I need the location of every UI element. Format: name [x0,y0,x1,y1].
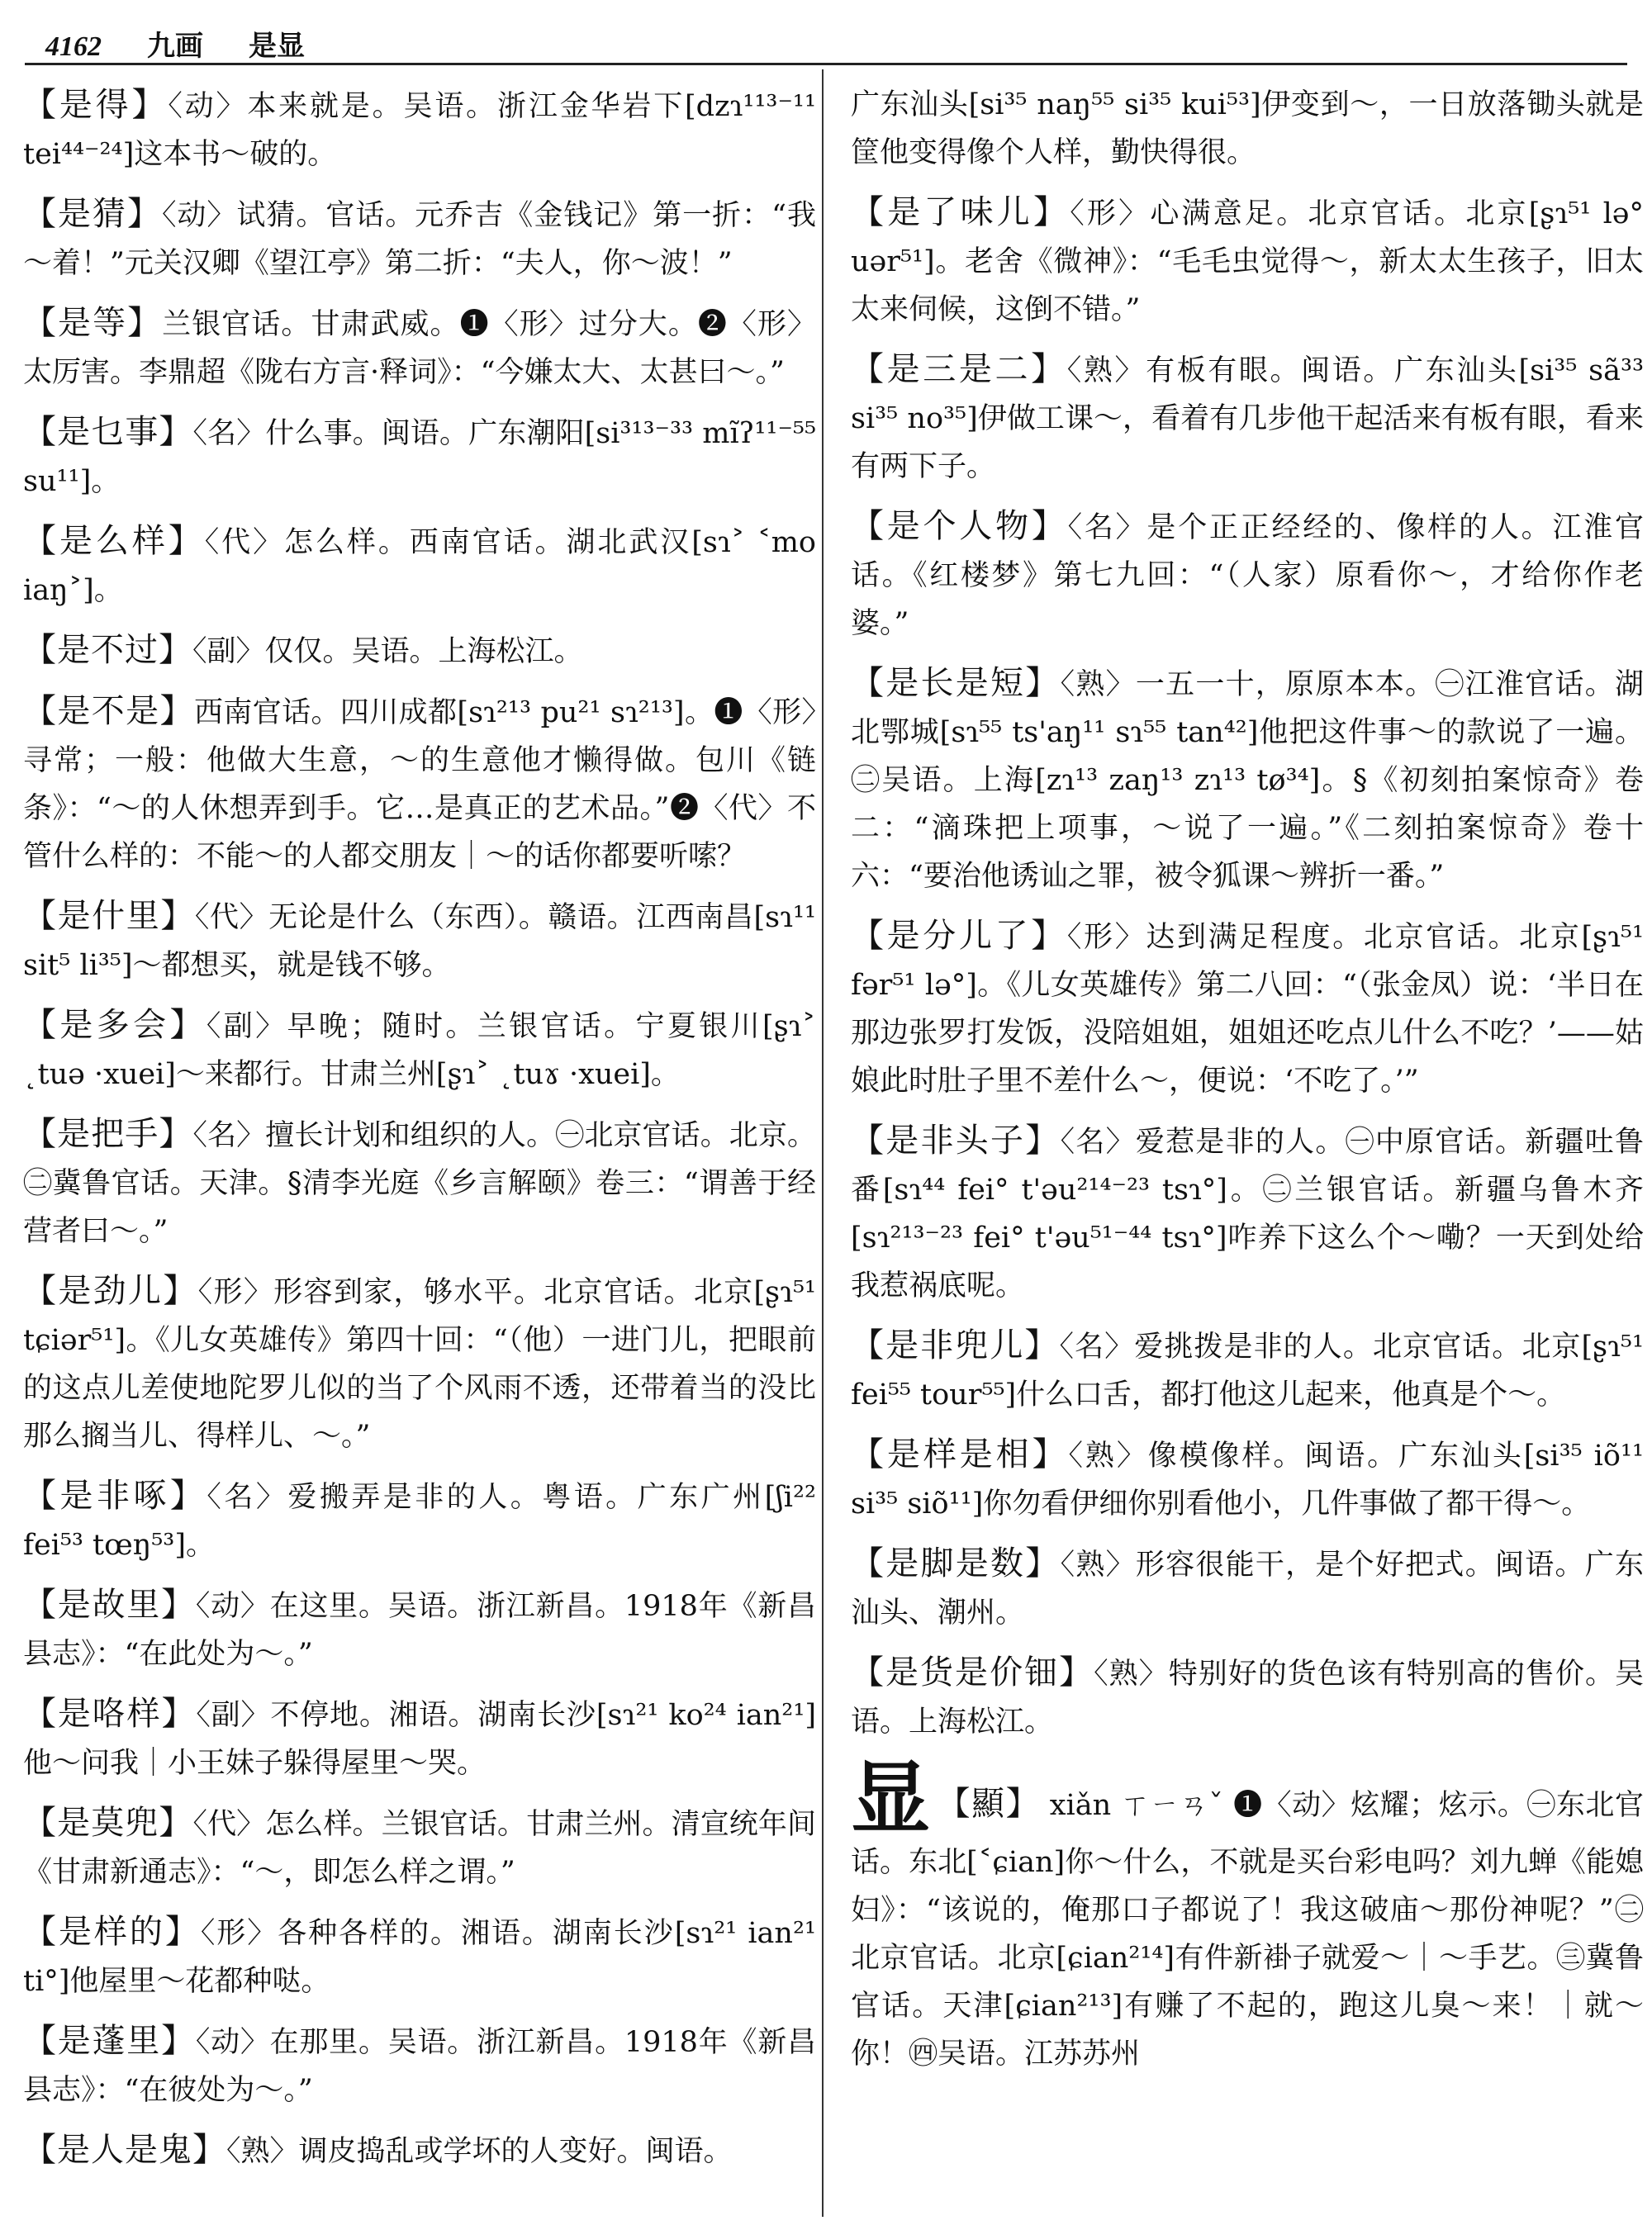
dictionary-entry [23,1799,816,1896]
entry-definition: 〈代〉怎么样。西南官话。湖北武汉[sɿ˃ ˂mo iaŋ˃]。 [23,526,816,607]
dictionary-entry [23,81,816,178]
right-entries [851,81,1644,1746]
dictionary-entry [23,687,816,880]
entry-headword: 【是非兜儿】 [851,1326,1060,1364]
entry-headword: 【是猜】 [23,195,162,233]
dictionary-entry [23,1110,816,1255]
xian-definition: ❶〈动〉炫耀；炫示。㊀东北官话。东北[˂ɕian]你～什么，不就是买台彩电吗？刘九蝉《能媳妇》：“该说的，俺那口子都说了！我这破庙～那份神呢？”㊁北京官话。北京[ɕian²¹⁴]有件新褂子就爱～｜～手艺。㊂冀鲁官话。天津[ɕian²¹³]有赚了不起的，跑这儿臭～来！｜就～你！㊃吴语。江苏苏州 [851,1789,1644,2071]
xian-traditional: 【顯】 [937,1785,1041,1823]
dictionary-entry [23,1908,816,2005]
dictionary-entry [23,1690,816,1787]
dictionary-entry [851,912,1644,1105]
entry-definition: 〈代〉无论是什么（东西）。赣语。江西南昌[sɿ¹¹ sit⁵ li³⁵]～都想买，就是钱不够。 [23,901,817,982]
entry-headword: 【是等】 [23,304,163,342]
entry-definition: 〈熟〉一五一十，原原本本。㊀江淮官话。湖北鄂城[sɿ⁵⁵ ts'aŋ¹¹ sɿ⁵⁵ tan⁴²]他把这件事～的款说了一遍。㊁吴语。上海[zɿ¹³ zaŋ¹³ zɿ¹³ tø³⁴]。§《初刻拍案惊奇》卷二：“滴珠把上项事，～说了一遍。”《二刻拍案惊奇》卷十六：“要治他诱讪之罪，被令狐课～辨折一番。” [851,668,1644,893]
dictionary-entry [23,190,816,287]
entry-headword: 【是分儿了】 [851,917,1067,955]
dictionary-entry [23,1267,816,1460]
entry-definition: 〈熟〉像模像样。闽语。广东汕头[si³⁵ iõ¹¹ si³⁵ siõ¹¹]你勿看伊细你别看他小，几件事做了都干得～。 [851,1440,1645,1521]
entry-headword: 【是非头子】 [851,1122,1061,1160]
xian-pinyin: xiǎn [1049,1789,1112,1822]
entry-headword: 【是什里】 [23,897,195,935]
entry-definition: 广东汕头[si³⁵ naŋ⁵⁵ si³⁵ kui⁵³]伊变到～，一日放落锄头就是筐他变得像个人样，勤快得很。 [851,88,1644,169]
entry-definition: 〈名〉爱惹是非的人。㊀中原官话。新疆吐鲁番[sɿ⁴⁴ fei° t'əu²¹⁴⁻²³ tsɿ°]。㊁兰银官话。新疆乌鲁木齐[sɿ²¹³⁻²³ fei° t'əu⁵¹⁻⁴⁴ tsɿ°]咋养下这么个～嘞？一天到处给我惹祸底呢。 [851,1126,1644,1302]
dictionary-entry [851,81,1644,177]
dictionary-entry [851,345,1644,491]
dictionary-entry [23,1001,816,1098]
entry-definition: 〈形〉形容到家，够水平。北京官话。北京[ʂɿ⁵¹ tɕiər⁵¹]。《儿女英雄传》第四十回：“（他）一进门儿，把眼前的这点儿差使地陀罗儿似的当了个风雨不透，还带着当的没比那么搁当儿、得样儿、～。” [23,1276,817,1453]
left-column [23,81,816,2187]
entry-definition: 〈熟〉形容很能干，是个好把式。闽语。广东汕头、潮州。 [851,1549,1644,1630]
entry-headword: 【是蓬里】 [23,2022,196,2060]
entry-definition: 西南官话。四川成都[sɿ²¹³ pu²¹ sɿ²¹³]。❶〈形〉寻常；一般：他做大生意，～的生意他才懒得做。包川《链条》：“～的人休想弄到手。它…是真正的艺术品。”❷〈代〉不管什么样的：不能～的人都交朋友｜～的话你都要听嗦？ [23,696,816,873]
header-rule [25,63,1627,65]
entry-definition: 〈动〉本来就是。吴语。浙江金华岩下[dzɿ¹¹³⁻¹¹ tei⁴⁴⁻²⁴]这本书～破的。 [23,90,816,171]
entry-headword: 【是非啄】 [23,1477,207,1515]
dictionary-entry [851,1540,1644,1637]
entry-headword: 【是把手】 [23,1115,193,1153]
entry-definition: 〈名〉爱搬弄是非的人。粤语。广东广州[ʃi²² fei⁵³ tœŋ⁵³]。 [23,1481,817,1562]
entry-definition: 〈动〉试猜。官话。元乔吉《金钱记》第一折：“我～着！”元关汉卿《望江亭》第二折：“夫人，你～波！” [23,199,816,280]
section-label: 九画 [147,30,203,63]
dictionary-entry [23,2126,816,2175]
entry-headword: 【是个人物】 [851,507,1068,545]
entry-headword: 【是多会】 [23,1006,206,1044]
dictionary-entry [23,1472,816,1569]
dictionary-entry [851,659,1644,900]
entry-definition: 〈形〉达到满足程度。北京官话。北京[ʂɿ⁵¹ fər⁵¹ lə°]。《儿女英雄传》第二八回：“（张金凤）说：‘半日在那边张罗打发饭，没陪姐姐，姐姐还吃点儿什么不吃？’——姑娘此时肚子里不差什么～，便说：‘不吃了。’” [851,921,1644,1098]
dictionary-entry [23,626,816,676]
entry-headword: 【是故里】 [23,1586,196,1624]
dictionary-entry [851,502,1644,648]
entry-definition: 〈动〉在这里。吴语。浙江新昌。1918年《新昌县志》：“在此处为～。” [23,1590,817,1671]
dictionary-entry [23,892,816,989]
entry-definition: 〈形〉心满意足。北京官话。北京[ʂɿ⁵¹ lə° uər⁵¹]。老舍《微神》：“毛毛虫觉得～，新太太生孩子，旧太太来伺候，这倒不错。” [851,197,1644,326]
entry-headword: 【是得】 [23,86,169,124]
entry-definition: 〈名〉什么事。闽语。广东潮阳[si³¹³⁻³³ mĩʔ¹¹⁻⁵⁵ su¹¹]。 [23,417,816,498]
entry-headword: 【是样的】 [23,1913,201,1951]
entry-headword: 【是不是】 [23,692,194,730]
entry-headword: 【是么样】 [23,522,205,560]
entry-headword: 【是长是短】 [851,664,1061,702]
dictionary-entry [851,1117,1644,1310]
entry-definition: 〈熟〉有板有眼。闽语。广东汕头[si³⁵ sã³³ si³⁵ no³⁵]伊做工课～，看着有几步他干起活来有板有眼，看来有两下子。 [851,354,1645,483]
dictionary-entry [23,299,816,396]
entry-headword: 【是莫兜】 [23,1804,193,1842]
entry-definition: 〈代〉怎么样。兰银官话。甘肃兰州。清宣统年间《甘肃新通志》：“～，即怎么样之谓。” [23,1808,816,1889]
dictionary-entry [23,408,816,505]
dictionary-entry [851,1431,1644,1528]
entry-definition: 〈熟〉特别好的货色该有特别高的售价。吴语。上海松江。 [851,1658,1644,1739]
column-divider [822,69,824,2217]
entry-headword: 【是脚是数】 [851,1544,1061,1582]
dictionary-entry [23,1581,816,1678]
dictionary-entry [23,2017,816,2114]
entry-headword: 【是样是相】 [851,1435,1069,1473]
dictionary-entry [851,1321,1644,1419]
entry-headword: 【是不过】 [23,631,192,669]
entry-headword: 【是货是价钿】 [851,1654,1094,1691]
entry-headword: 【是劲儿】 [23,1272,198,1310]
xian-headchar: 显 [851,1752,931,1845]
entry-definition: 〈名〉是个正正经经的、像样的人。江淮官话。《红楼梦》第七九回：“（人家）原看你～，才给你作老婆。” [851,511,1644,640]
dictionary-entry [851,1649,1644,1746]
page-number: 4162 [45,31,102,62]
entry-headword: 【是三是二】 [851,350,1067,388]
entry-headword: 【是人是鬼】 [23,2131,226,2169]
xian-zhuyin: ㄒㄧㄢˇ [1120,1789,1224,1822]
entry-definition: 〈名〉擅长计划和组织的人。㊀北京官话。北京。㊁冀鲁官话。天津。§清李光庭《乡言解颐》卷三：“谓善于经营者曰～。” [23,1119,816,1248]
entry-definition: 〈形〉各种各样的。湘语。湖南长沙[sɿ²¹ ian²¹ ti°]他屋里～花都种哒。 [23,1917,817,1998]
entry-definition: 兰银官话。甘肃武威。❶〈形〉过分大。❷〈形〉太厉害。李鼎超《陇右方言·释词》：“今嫌太大、太甚曰～。” [23,308,817,389]
entry-definition: 〈动〉在那里。吴语。浙江新昌。1918年《新昌县志》：“在彼处为～。” [23,2026,817,2107]
entry-headword: 【是了味儿】 [851,193,1070,231]
entry-definition: 〈名〉爱挑拨是非的人。北京官话。北京[ʂɿ⁵¹ fei⁵⁵ tour⁵⁵]什么口舌，都打他这儿起来，他真是个～。 [851,1331,1644,1412]
running-head: 是显 [249,30,305,63]
entry-headword: 【是乜事】 [23,413,193,451]
entry-definition: 〈副〉不停地。湘语。湖南长沙[sɿ²¹ ko²⁴ ian²¹]他～问我｜小王妹子躲得屋里～哭。 [23,1699,817,1780]
entry-definition: 〈副〉仅仅。吴语。上海松江。 [192,635,583,668]
entry-headword: 【是咯样】 [23,1695,197,1733]
dictionary-entry [851,188,1644,334]
right-column [851,81,1644,2090]
entry-definition: 〈熟〉调皮捣乱或学坏的人变好。闽语。 [226,2135,733,2168]
dictionary-entry [23,517,816,614]
entry-definition: 〈副〉早晚；随时。兰银官话。宁夏银川[ʂɿ˃ ˛tuə ·xuei]～来都行。甘肃兰州[ʂɿ˃ ˛tuɤ ·xuei]。 [23,1010,816,1091]
xian-entry [851,1752,1644,2078]
